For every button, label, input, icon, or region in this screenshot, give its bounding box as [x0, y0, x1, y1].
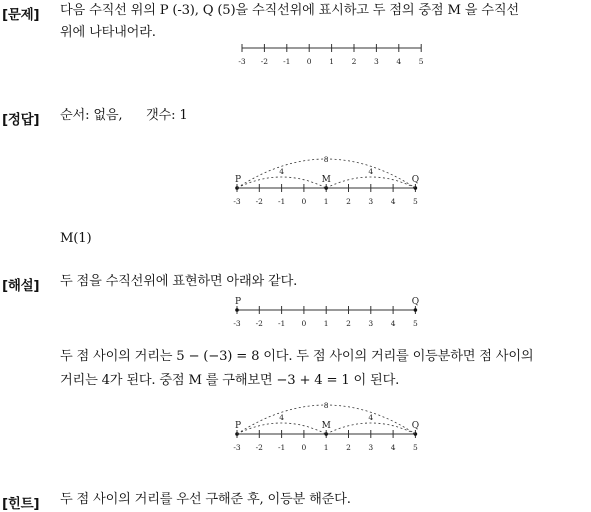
tick-label: -1 [277, 443, 286, 452]
hint-tag: [힌트] [2, 496, 40, 512]
point-q-dot [414, 308, 418, 312]
arc-half-label-left: 4 [279, 167, 284, 176]
tick-label: -3 [233, 319, 241, 328]
arc-total-label: 8 [323, 155, 329, 164]
explanation-line-2: 두 점 사이의 거리는 5 − (−3) = 8 이다. 두 점 사이의 거리를 이등분하면 점 사이의 [60, 349, 534, 364]
answer-result: M(1) [60, 231, 92, 246]
explanation-line-3: 거리는 4가 된다. 중점 M 를 구해보면 −3 + 4 = 1 이 된다. [60, 373, 400, 388]
arc-half-label-right: 4 [368, 413, 374, 422]
tick-label: 3 [368, 443, 374, 452]
tick-label: -3 [233, 443, 241, 452]
point-q-label: Q [411, 175, 420, 185]
tick-label: -3 [238, 57, 246, 66]
tick-label: -2 [260, 57, 269, 66]
tick-label: 2 [346, 319, 351, 328]
tick-label: 1 [323, 443, 329, 452]
tick-label: -3 [233, 197, 241, 206]
point-p-label: P [234, 175, 242, 185]
tick-label: 3 [368, 197, 374, 206]
point-p-label: P [234, 297, 242, 307]
point-m-label: M [321, 175, 331, 185]
tick-label: 4 [390, 197, 396, 206]
arc-half-label-left: 4 [279, 413, 284, 422]
point-q-label: Q [411, 297, 420, 307]
tick-label: -2 [255, 197, 263, 206]
tick-label: 2 [351, 57, 357, 66]
answer-count: 갯수: 1 [146, 108, 188, 123]
problem-number-line [230, 40, 425, 72]
tick-label: 0 [306, 57, 312, 66]
explanation-number-line-1 [228, 292, 426, 332]
tick-label: 5 [413, 197, 418, 206]
arc-half-label-right: 4 [368, 167, 374, 176]
tick-label: 0 [301, 443, 307, 452]
tick-label: 2 [346, 197, 351, 206]
point-m-label: M [321, 421, 331, 431]
answer-order: 순서: 없음, [60, 108, 123, 123]
tick-label: 2 [346, 443, 351, 452]
tick-label: 4 [390, 319, 396, 328]
tick-label: -2 [255, 319, 263, 328]
tick-label: 5 [413, 443, 418, 452]
answer-tag: [정답] [2, 112, 40, 128]
tick-label: -1 [277, 319, 286, 328]
point-q-label: Q [411, 421, 420, 431]
tick-label: 3 [368, 319, 374, 328]
explanation-number-line-2 [228, 394, 426, 456]
explanation-tag: [해설] [2, 278, 40, 294]
point-p-dot [235, 308, 239, 312]
tick-label: 0 [301, 197, 307, 206]
tick-label: -1 [277, 197, 286, 206]
point-p-label: P [234, 421, 242, 431]
tick-label: 5 [418, 57, 424, 66]
tick-label: 5 [413, 319, 418, 328]
problem-line-1: 다음 수직선 위의 P (-3), Q (5)을 수직선위에 표시하고 두 점의 중점 M 을 수직선 [60, 3, 519, 18]
explanation-line-1: 두 점을 수직선위에 표현하면 아래와 같다. [60, 274, 298, 289]
answer-number-line [228, 150, 426, 212]
arc-total-label: 8 [323, 401, 329, 410]
tick-label: 1 [323, 319, 329, 328]
hint-line-1: 두 점 사이의 거리를 우선 구해준 후, 이등분 해준다. [60, 492, 351, 507]
problem-line-2: 위에 나타내어라. [60, 25, 156, 40]
tick-label: -2 [255, 443, 263, 452]
tick-label: 4 [396, 57, 402, 66]
tick-label: 3 [374, 57, 379, 66]
tick-label: 1 [323, 197, 329, 206]
tick-label: 0 [301, 319, 307, 328]
problem-tag: [문제] [2, 7, 40, 23]
tick-label: 4 [390, 443, 396, 452]
tick-label: -1 [283, 57, 291, 66]
tick-label: 1 [329, 57, 334, 66]
